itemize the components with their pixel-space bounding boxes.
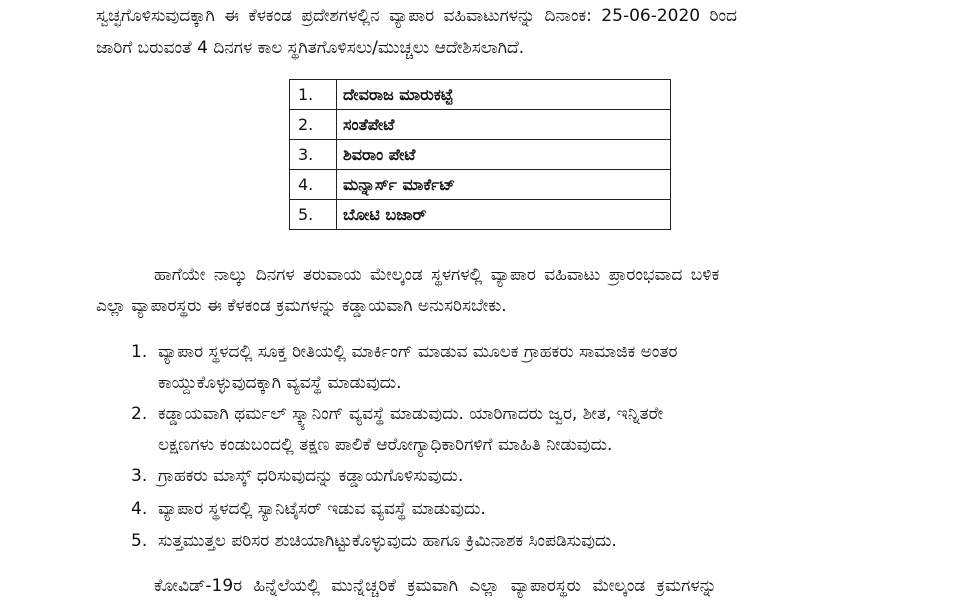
list-item-text: ಸುತ್ತಮುತ್ತಲ ಪರಿಸರ ಶುಚಿಯಾಗಿಟ್ಟುಕೊಳ್ಳುವುದು ಹಾಗೂ ಕ್ರಿಮಿನಾಶಕ ಸಿಂಪಡಿಸುವುದು. bbox=[158, 531, 617, 551]
place-name: ಮನ್ನಾರ್ಸ್ ಮಾರ್ಕೆಟ್ bbox=[337, 170, 671, 200]
list-item-text: ಗ್ರಾಹಕರು ಮಾಸ್ಕ್ ಧರಿಸುವುದನ್ನು ಕಡ್ಡಾಯಗೊಳಿಸುವುದು. bbox=[158, 466, 464, 486]
list-item-text: ಕಡ್ಡಾಯವಾಗಿ ಥರ್ಮಲ್ ಸ್ಕ್ಯಾನಿಂಗ್ ವ್ಯವಸ್ಥೆ ಮಾಡುವುದು. ಯಾರಿಗಾದರು ಜ್ವರ, ಶೀತ, ಇನ್ನಿತರೇ bbox=[158, 404, 664, 424]
list-item-number: 3. bbox=[131, 466, 148, 486]
paragraph-2-line-1: ಹಾಗೆಯೇ ನಾಲ್ಕು ದಿನಗಳ ತರುವಾಯ ಮೇಲ್ಕಂಡ ಸ್ಥಳಗಳಲ್ಲಿ ವ್ಯಾಪಾರ ವಹಿವಾಟು ಪ್ರಾರಂಭವಾದ ಬಳಿಕ bbox=[154, 265, 720, 285]
place-name: ಬೋಟಿ ಬಜಾರ್ bbox=[337, 200, 671, 230]
table-row bbox=[290, 110, 671, 140]
intro-line-2: ಜಾರಿಗೆ ಬರುವಂತೆ 4 ದಿನಗಳ ಕಾಲ ಸ್ಥಗಿತಗೊಳಿಸಲು/ಮುಚ್ಚಲು ಆದೇಶಿಸಲಾಗಿದೆ. bbox=[96, 38, 525, 58]
place-name: ದೇವರಾಜ ಮಾರುಕಟ್ಟೆ bbox=[337, 80, 671, 110]
row-number: 4. bbox=[290, 170, 337, 200]
places-table bbox=[289, 79, 671, 230]
list-item-number: 1. bbox=[131, 342, 148, 362]
paragraph-3-line-1: ಕೋವಿಡ್-19ರ ಹಿನ್ನೆಲೆಯಲ್ಲಿ ಮುನ್ನೆಚ್ಚರಿಕೆ ಕ್ರಮವಾಗಿ ಎಲ್ಲಾ ವ್ಯಾಪಾರಸ್ಥರು ಮೇಲ್ಕಂಡ ಕ್ರಮಗಳನ್ನು bbox=[154, 576, 717, 596]
paragraph-2-line-2: ಎಲ್ಲಾ ವ್ಯಾಪಾರಸ್ಥರು ಈ ಕೆಳಕಂಡ ಕ್ರಮಗಳನ್ನು ಕಡ್ಡಾಯವಾಗಿ ಅನುಸರಿಸಬೇಕು. bbox=[96, 296, 507, 316]
list-item-number: 5. bbox=[131, 531, 148, 551]
row-number: 2. bbox=[290, 110, 337, 140]
row-number: 3. bbox=[290, 140, 337, 170]
list-item-number: 4. bbox=[131, 499, 148, 519]
list-item-text-continued: ಲಕ್ಷಣಗಳು ಕಂಡುಬಂದಲ್ಲಿ ತಕ್ಷಣ ಪಾಲಿಕೆ ಆರೋಗ್ಯಾಧಿಕಾರಿಗಳಿಗೆ ಮಾಹಿತಿ ನೀಡುವುದು. bbox=[158, 435, 613, 455]
table-row bbox=[290, 80, 671, 110]
place-name: ಶಿವರಾಂ ಪೇಟೆ bbox=[337, 140, 671, 170]
intro-line-1: ಸ್ವಚ್ಛಗೊಳಿಸುವುದಕ್ಕಾಗಿ ಈ ಕೆಳಕಂಡ ಪ್ರದೇಶಗಳಲ್ಲಿನ ವ್ಯಾಪಾರ ವಹಿವಾಟುಗಳನ್ನು ದಿನಾಂಕ: 25-06-2020 ರಿಂದ bbox=[96, 6, 737, 26]
list-item-text-continued: ಕಾಯ್ದುಕೊಳ್ಳುವುದಕ್ಕಾಗಿ ವ್ಯವಸ್ಥೆ ಮಾಡುವುದು. bbox=[158, 373, 402, 393]
table-row bbox=[290, 170, 671, 200]
list-item-text: ವ್ಯಾಪಾರ ಸ್ಥಳದಲ್ಲಿ ಸ್ಯಾನಿಟೈಸರ್ ಇಡುವ ವ್ಯವಸ್ಥೆ ಮಾಡುವುದು. bbox=[158, 499, 486, 519]
table-row bbox=[290, 140, 671, 170]
table-row bbox=[290, 200, 671, 230]
place-name: ಸಂತೆಪೇಟೆ bbox=[337, 110, 671, 140]
list-item-text: ವ್ಯಾಪಾರ ಸ್ಥಳದಲ್ಲಿ ಸೂಕ್ತ ರೀತಿಯಲ್ಲಿ ಮಾರ್ಕಿಂಗ್ ಮಾಡುವ ಮೂಲಕ ಗ್ರಾಹಕರು ಸಾಮಾಜಿಕ ಅಂತರ bbox=[158, 342, 678, 362]
row-number: 5. bbox=[290, 200, 337, 230]
row-number: 1. bbox=[290, 80, 337, 110]
list-item-number: 2. bbox=[131, 404, 148, 424]
